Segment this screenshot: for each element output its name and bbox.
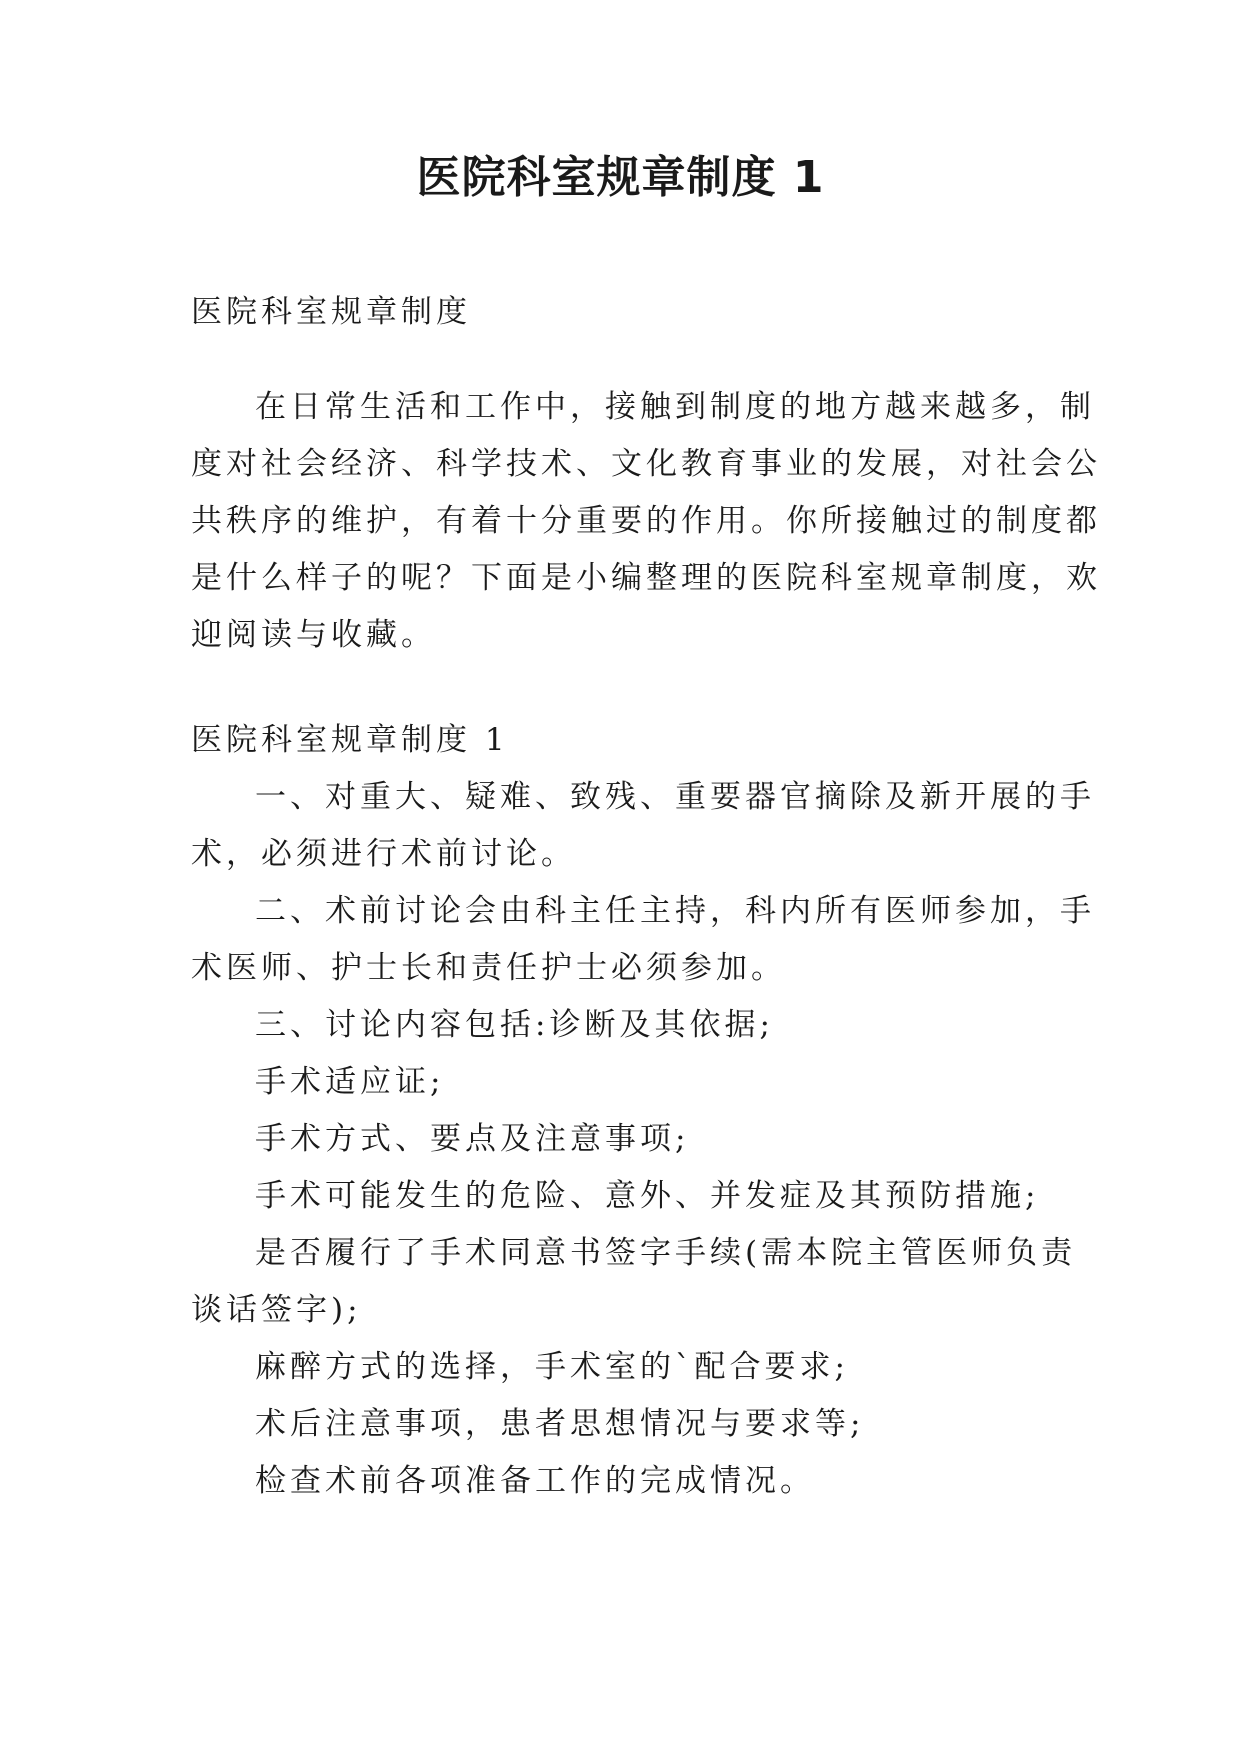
document-subtitle: 医院科室规章制度 (191, 294, 471, 330)
intro-line: 在日常生活和工作中，接触到制度的地方越来越多，制 (255, 389, 1095, 425)
rule-line: 二、术前讨论会由科主任主持，科内所有医师参加，手 (255, 893, 1095, 929)
rules-list (191, 769, 1095, 1510)
intro-line: 迎阅读与收藏。 (191, 617, 436, 653)
section-heading: 医院科室规章制度 1 (191, 722, 509, 758)
rule-line: 是否履行了手术同意书签字手续(需本院主管医师负责 (255, 1235, 1077, 1271)
rule-line: 术医师、护士长和责任护士必须参加。 (191, 950, 786, 986)
intro-line: 是什么样子的呢？下面是小编整理的医院科室规章制度，欢 (191, 560, 1101, 596)
document-body (191, 284, 1101, 1510)
rule-line: 检查术前各项准备工作的完成情况。 (255, 1463, 815, 1499)
rule-line: 手术方式、要点及注意事项; (255, 1121, 690, 1157)
rule-line: 术后注意事项，患者思想情况与要求等; (255, 1406, 865, 1442)
rule-line: 一、对重大、疑难、致残、重要器官摘除及新开展的手 (255, 779, 1095, 815)
rule-line: 谈话签字); (191, 1292, 362, 1328)
document-title: 医院科室规章制度 1 (416, 152, 825, 203)
intro-line: 度对社会经济、科学技术、文化教育事业的发展，对社会公 (191, 446, 1101, 482)
rule-line: 术，必须进行术前讨论。 (191, 836, 576, 872)
intro-line: 共秩序的维护，有着十分重要的作用。你所接触过的制度都 (191, 503, 1101, 539)
rule-line: 手术可能发生的危险、意外、并发症及其预防措施; (255, 1178, 1040, 1214)
intro-paragraph (191, 379, 1101, 664)
rule-line: 手术适应证; (255, 1064, 445, 1100)
rule-line: 麻醉方式的选择，手术室的`配合要求; (255, 1349, 849, 1385)
rule-line: 三、讨论内容包括:诊断及其依据; (255, 1007, 774, 1043)
